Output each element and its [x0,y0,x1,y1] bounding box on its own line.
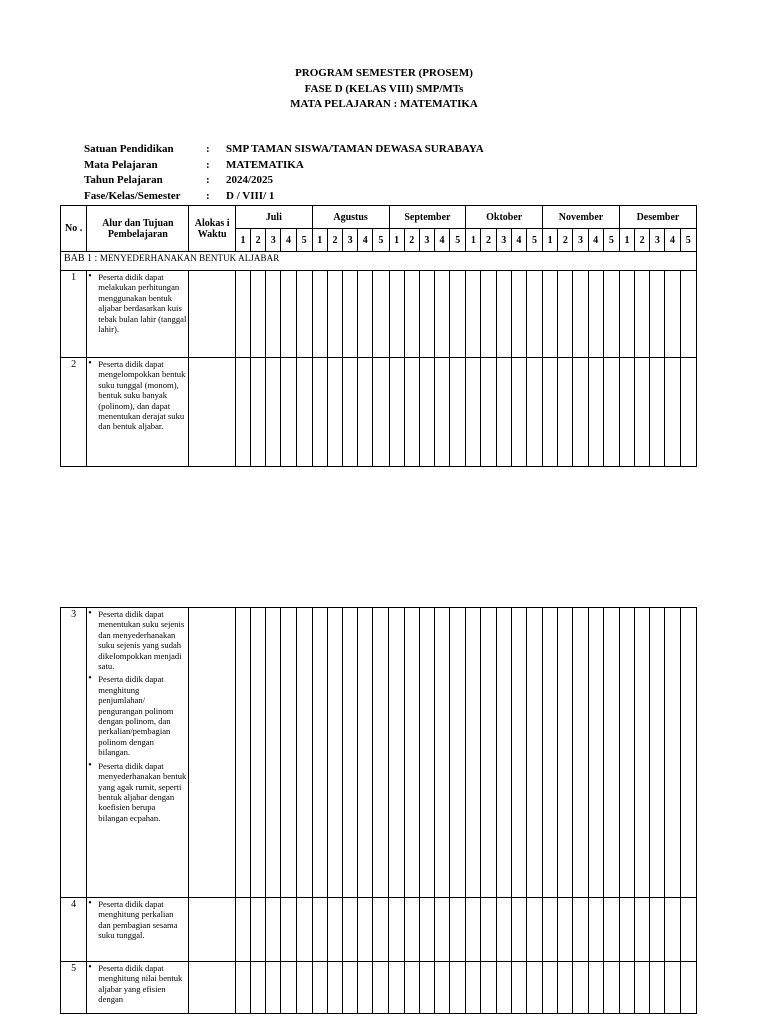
week-cell [404,608,419,898]
week-cell [235,962,250,1014]
week-cell [281,608,296,898]
chapter-prefix: BAB 1 : [64,253,98,264]
week-cell [358,271,373,358]
semester-program-table-continued [60,607,697,1014]
week-cell [481,962,496,1014]
week-cell [526,898,542,962]
header-week: 4 [511,229,526,252]
week-cell [526,962,542,1014]
header-week: 1 [619,229,634,252]
row-objectives [87,271,189,358]
week-cell [543,358,558,467]
week-cell [511,962,526,1014]
header-week: 2 [327,229,342,252]
week-cell [573,358,588,467]
objective-item: • Peserta didik dapat menghitung penjumlahan/ pengurangan polinom dengan polinom, dan perkalian/pembagian polinom dengan bilangan. [98,674,186,757]
week-cell [588,358,603,467]
row-alokasi-waktu [189,271,236,358]
header-month: Oktober [466,206,543,229]
table-row [61,358,697,467]
week-cell [281,271,296,358]
header-week: 5 [603,229,619,252]
week-cell [543,271,558,358]
week-cell [434,898,449,962]
week-cell [680,358,696,467]
info-separator: : [206,143,210,155]
row-number: 4 [61,898,87,962]
week-cell [235,898,250,962]
header-week: 5 [680,229,696,252]
header-week: 5 [296,229,312,252]
week-cell [327,962,342,1014]
week-cell [603,608,619,898]
week-cell [573,608,588,898]
objective-item: • Peserta didik dapat menghitung perkalian dan pembagian sesama suku tunggal. [98,899,186,941]
week-cell [251,608,266,898]
week-cell [281,962,296,1014]
header-week: 4 [358,229,373,252]
week-cell [588,962,603,1014]
week-cell [266,271,281,358]
week-cell [466,962,481,1014]
table-row [61,962,697,1014]
week-cell [650,358,665,467]
week-cell [251,358,266,467]
header-week: 4 [588,229,603,252]
row-alokasi-waktu [189,608,236,898]
week-cell [466,898,481,962]
week-cell [573,898,588,962]
info-separator: : [206,174,210,186]
week-cell [327,898,342,962]
objective-list [87,608,188,828]
week-cell [343,358,358,467]
week-cell [680,898,697,962]
header-week: 3 [266,229,281,252]
header-week: 3 [419,229,434,252]
week-cell [619,898,634,962]
row-objectives [87,898,189,962]
header-week: 2 [635,229,650,252]
week-cell [450,271,466,358]
objective-item: • Peserta didik dapat menentukan suku sejenis dan menyederhanakan suku sejenis yang sudah dikelompokkan menjadi satu. [98,609,186,671]
week-cell [496,358,511,467]
objective-item: • Peserta didik dapat mengelompokkan bentuk suku tunggal (monom), bentuk suku banyak (polinom), dan dapat menentukan derajat suku dan bentuk aljabar. [98,359,186,432]
week-cell [358,962,373,1014]
week-cell [619,962,634,1014]
week-cell [251,962,266,1014]
row-alokasi-waktu [189,962,236,1014]
header-week: 2 [404,229,419,252]
week-cell [543,898,558,962]
week-cell [235,358,250,467]
row-number: 3 [61,608,87,898]
info-separator: : [206,158,210,171]
header-no: No . [61,206,87,252]
header-month: November [543,206,620,229]
week-cell [481,898,496,962]
week-cell [665,898,680,962]
week-cell [373,962,389,1014]
week-cell [358,358,373,467]
week-cell [496,271,511,358]
week-cell [296,271,312,358]
week-cell [680,608,697,898]
week-cell [266,608,281,898]
info-value: MATEMATIKA [226,158,304,171]
week-cell [404,358,419,467]
week-cell [404,962,419,1014]
info-row [84,142,484,158]
week-cell [450,358,466,467]
header-week: 3 [343,229,358,252]
week-cell [573,271,588,358]
week-cell [588,271,603,358]
week-cell [650,608,665,898]
week-cell [404,898,419,962]
week-cell [511,608,526,898]
week-cell [312,358,327,467]
info-label: Fase/Kelas/Semester [84,189,181,202]
week-cell [327,358,342,467]
week-cell [266,358,281,467]
week-cell [373,358,389,467]
chapter-row [61,252,697,271]
header-week: 2 [558,229,573,252]
week-cell [496,898,511,962]
row-number: 5 [61,962,87,1014]
week-cell [450,898,466,962]
info-separator: : [206,189,210,202]
week-cell [526,608,542,898]
week-cell [603,962,619,1014]
header-week: 4 [434,229,449,252]
objective-list [87,358,188,437]
week-cell [558,358,573,467]
row-number: 1 [61,271,87,358]
week-cell [680,271,696,358]
week-cell [496,962,511,1014]
objective-list [87,271,188,339]
week-cell [543,962,558,1014]
row-alokasi-waktu [189,358,236,467]
header-week: 5 [450,229,466,252]
week-cell [296,608,312,898]
objective-item: • Peserta didik dapat melakukan perhitungan menggunakan bentuk aljabar berdasarkan kuis tebak bulan lahir (tanggal lahir). [98,272,186,334]
week-cell [419,962,434,1014]
week-cell [343,608,358,898]
week-cell [588,608,603,898]
header-week: 3 [650,229,665,252]
week-cell [343,962,358,1014]
header-week: 4 [665,229,680,252]
week-cell [603,358,619,467]
row-objectives [87,358,189,467]
objective-list [87,962,188,1010]
week-cell [266,962,281,1014]
header-week: 5 [373,229,389,252]
week-cell [526,271,542,358]
week-cell [434,358,449,467]
week-cell [419,608,434,898]
week-cell [573,962,588,1014]
title-line-3: MATA PELAJARAN : MATEMATIKA [290,98,478,110]
header-row-months [61,206,697,229]
week-cell [511,898,526,962]
objective-item: • Peserta didik dapat menghitung nilai bentuk aljabar yang efisien dengan [98,963,186,1005]
week-cell [635,271,650,358]
document-title [0,66,768,113]
week-cell [635,898,650,962]
week-cell [266,898,281,962]
header-week: 1 [389,229,404,252]
week-cell [343,271,358,358]
week-cell [526,358,542,467]
header-month: September [389,206,466,229]
week-cell [281,358,296,467]
week-cell [543,608,558,898]
header-month: Juli [235,206,312,229]
week-cell [619,608,634,898]
week-cell [312,898,327,962]
chapter-name: MENYEDERHANAKAN BENTUK ALJABAR [99,253,280,263]
week-cell [434,271,449,358]
week-cell [558,962,573,1014]
header-week: 3 [496,229,511,252]
header-month: Agustus [312,206,389,229]
week-cell [373,898,389,962]
week-cell [665,962,680,1014]
header-month: Desember [619,206,696,229]
week-cell [251,271,266,358]
table-row [61,608,697,898]
week-cell [358,898,373,962]
week-cell [511,271,526,358]
row-objectives [87,608,189,898]
row-alokasi-waktu [189,898,236,962]
week-cell [419,271,434,358]
week-cell [650,898,665,962]
week-cell [650,271,665,358]
header-week: 5 [526,229,542,252]
title-line-1: PROGRAM SEMESTER (PROSEM) [295,67,473,79]
week-cell [296,962,312,1014]
week-cell [481,271,496,358]
week-cell [635,358,650,467]
week-cell [650,962,665,1014]
week-cell [343,898,358,962]
week-cell [404,271,419,358]
week-cell [450,962,466,1014]
week-cell [481,608,496,898]
week-cell [296,358,312,467]
week-cell [665,358,680,467]
table-row [61,271,697,358]
week-cell [358,608,373,898]
week-cell [619,358,634,467]
week-cell [373,608,389,898]
week-cell [327,608,342,898]
week-cell [603,271,619,358]
week-cell [680,962,697,1014]
week-cell [389,608,404,898]
week-cell [389,898,404,962]
week-cell [450,608,466,898]
header-week: 1 [543,229,558,252]
week-cell [235,608,250,898]
week-cell [373,271,389,358]
info-row [84,189,484,205]
week-cell [434,962,449,1014]
info-label: Tahun Pelajaran [84,174,163,186]
info-value: SMP TAMAN SISWA/TAMAN DEWASA SURABAYA [226,143,484,155]
header-week: 4 [281,229,296,252]
identity-info [84,142,484,204]
week-cell [466,358,481,467]
week-cell [665,271,680,358]
title-line-2: FASE D (KELAS VIII) SMP/MTs [304,82,464,95]
week-cell [312,271,327,358]
week-cell [434,608,449,898]
week-cell [588,898,603,962]
week-cell [635,608,650,898]
week-cell [558,898,573,962]
week-cell [281,898,296,962]
info-row [84,158,484,174]
info-value: 2024/2025 [226,174,274,186]
header-week: 3 [573,229,588,252]
header-week: 2 [481,229,496,252]
info-label: Satuan Pendidikan [84,143,174,155]
week-cell [419,898,434,962]
week-cell [312,962,327,1014]
header-alokasi-waktu: Alokas i Waktu [189,206,236,252]
chapter-title [61,252,697,271]
row-objectives [87,962,189,1014]
info-label: Mata Pelajaran [84,158,158,171]
week-cell [466,608,481,898]
week-cell [389,358,404,467]
week-cell [296,898,312,962]
week-cell [558,271,573,358]
header-week: 2 [251,229,266,252]
header-week: 1 [235,229,250,252]
week-cell [619,271,634,358]
header-week: 1 [312,229,327,252]
week-cell [665,608,680,898]
week-cell [389,271,404,358]
week-cell [558,608,573,898]
week-cell [312,608,327,898]
row-number: 2 [61,358,87,467]
week-cell [603,898,619,962]
info-row [84,173,484,189]
week-cell [251,898,266,962]
objective-item: • Peserta didik dapat menyederhanakan bentuk yang agak rumit, seperti bentuk aljabar dengan koefisien berupa bilangan ecpahan. [98,761,186,823]
week-cell [635,962,650,1014]
week-cell [511,358,526,467]
week-cell [327,271,342,358]
info-value: D / VIII/ 1 [226,189,275,202]
header-week: 1 [466,229,481,252]
week-cell [466,271,481,358]
semester-program-table [60,205,697,467]
week-cell [496,608,511,898]
header-alur-tujuan: Alur dan Tujuan Pembelajaran [87,206,189,252]
week-cell [389,962,404,1014]
week-cell [419,358,434,467]
table-row [61,898,697,962]
objective-list [87,898,188,946]
week-cell [481,358,496,467]
week-cell [235,271,250,358]
